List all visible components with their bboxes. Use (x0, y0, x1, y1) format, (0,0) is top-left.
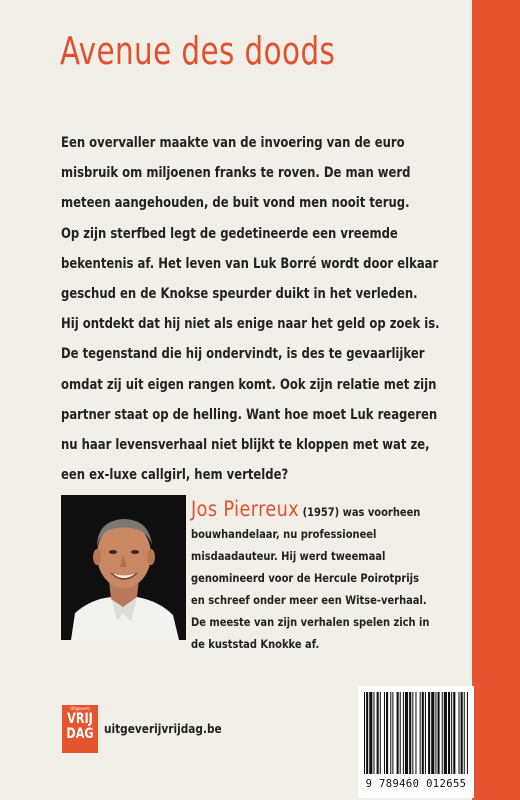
barcode-bar (448, 692, 450, 774)
barcode-bar (380, 692, 381, 774)
barcode-bar (467, 692, 468, 774)
barcode-bar (412, 692, 413, 774)
author-year: (1957) was voorheen (299, 505, 421, 519)
barcode-bar (415, 692, 416, 774)
blurb-line: Hij ontdekt dat hij niet als enige naar het geld op zoek is. (61, 316, 440, 333)
bio-line: de kuststad Knokke af. (191, 637, 320, 651)
barcode-bar (377, 692, 379, 774)
bio-line: genomineerd voor de Hercule Poirotprijs (191, 571, 419, 585)
barcode-bar (459, 692, 460, 774)
barcode-bar (453, 692, 455, 774)
publisher-website: uitgeverijvrijdag.be (104, 722, 222, 736)
author-bio (191, 498, 471, 655)
blurb-line: partner staat op de helling. Want hoe moet Luk reageren (61, 406, 438, 423)
barcode-bar (428, 692, 430, 774)
barcode-bar (392, 692, 393, 774)
barcode-bar (444, 692, 447, 774)
blurb-line: een ex-luxe callgirl, hem vertelde? (61, 467, 289, 484)
isbn-number: 9 789460 012655 (365, 778, 467, 790)
blurb-line: bekentenis af. Het leven van Luk Borré wordt door elkaar (61, 255, 439, 272)
author-name: Jos Pierreux (191, 497, 300, 521)
blurb-line: Op zijn sterfbed legt de gedetineerde een vreemde (61, 225, 398, 242)
barcode-bar (435, 692, 436, 774)
barcode-bar (438, 692, 440, 774)
barcode-bar (422, 692, 424, 774)
barcode-bars (358, 686, 474, 778)
barcode-bar (405, 692, 408, 774)
bio-first-line (191, 498, 426, 523)
barcode-bar (464, 692, 465, 774)
barcode-bar (373, 692, 374, 774)
barcode-bar (384, 692, 385, 774)
bio-line: en schreef onder meer een Witse-verhaal. (191, 593, 427, 607)
barcode-bar (403, 692, 404, 774)
barcode-bar (364, 692, 365, 774)
bio-line: misdaadauteur. Hij werd tweemaal (191, 549, 386, 563)
barcode-bar (431, 692, 434, 774)
logo-line1: VRIJ (67, 711, 93, 727)
bio-line: De meeste van zijn verhalen spelen zich in (191, 615, 430, 629)
barcode-bar (442, 692, 443, 774)
barcode-bar (420, 692, 421, 774)
barcode-bar (366, 692, 368, 774)
barcode-bar (461, 692, 463, 774)
bio-line: bouwhandelaar, nu professioneel (191, 527, 377, 541)
blurb-line: omdat zij uit eigen rangen komt. Ook zijn relatie met zijn (61, 376, 437, 393)
barcode-bar (390, 692, 391, 774)
publisher-logo (62, 705, 98, 753)
barcode-bar (386, 692, 388, 774)
blurb-line: geschud en de Knokse speurder duikt in het verleden. (61, 286, 418, 303)
blurb (61, 128, 473, 490)
barcode-bar (397, 692, 399, 774)
book-title: Avenue des doods (60, 29, 336, 73)
blurb-line: meteen aangehouden, de buit vond men nooit terug. (61, 195, 410, 212)
barcode-bar (369, 692, 372, 774)
blurb-line: De tegenstand die hij ondervindt, is des te gevaarlijker (61, 346, 425, 363)
author-photo (61, 495, 186, 640)
logo-small-text: Uitgeverij (70, 706, 90, 711)
orange-spine (472, 0, 520, 800)
barcode-bar (451, 692, 452, 774)
blurb-line: misbruik om miljoenen franks te roven. De man werd (61, 165, 411, 182)
barcode-bar (409, 692, 411, 774)
logo-line2: DAG (66, 726, 94, 742)
barcode-bar (425, 692, 426, 774)
barcode-bar (400, 692, 401, 774)
blurb-line: nu haar levensverhaal niet blijkt te kloppen met wat ze, (61, 437, 430, 454)
blurb-line: Een overvaller maakte van de invoering van de euro (61, 135, 405, 151)
